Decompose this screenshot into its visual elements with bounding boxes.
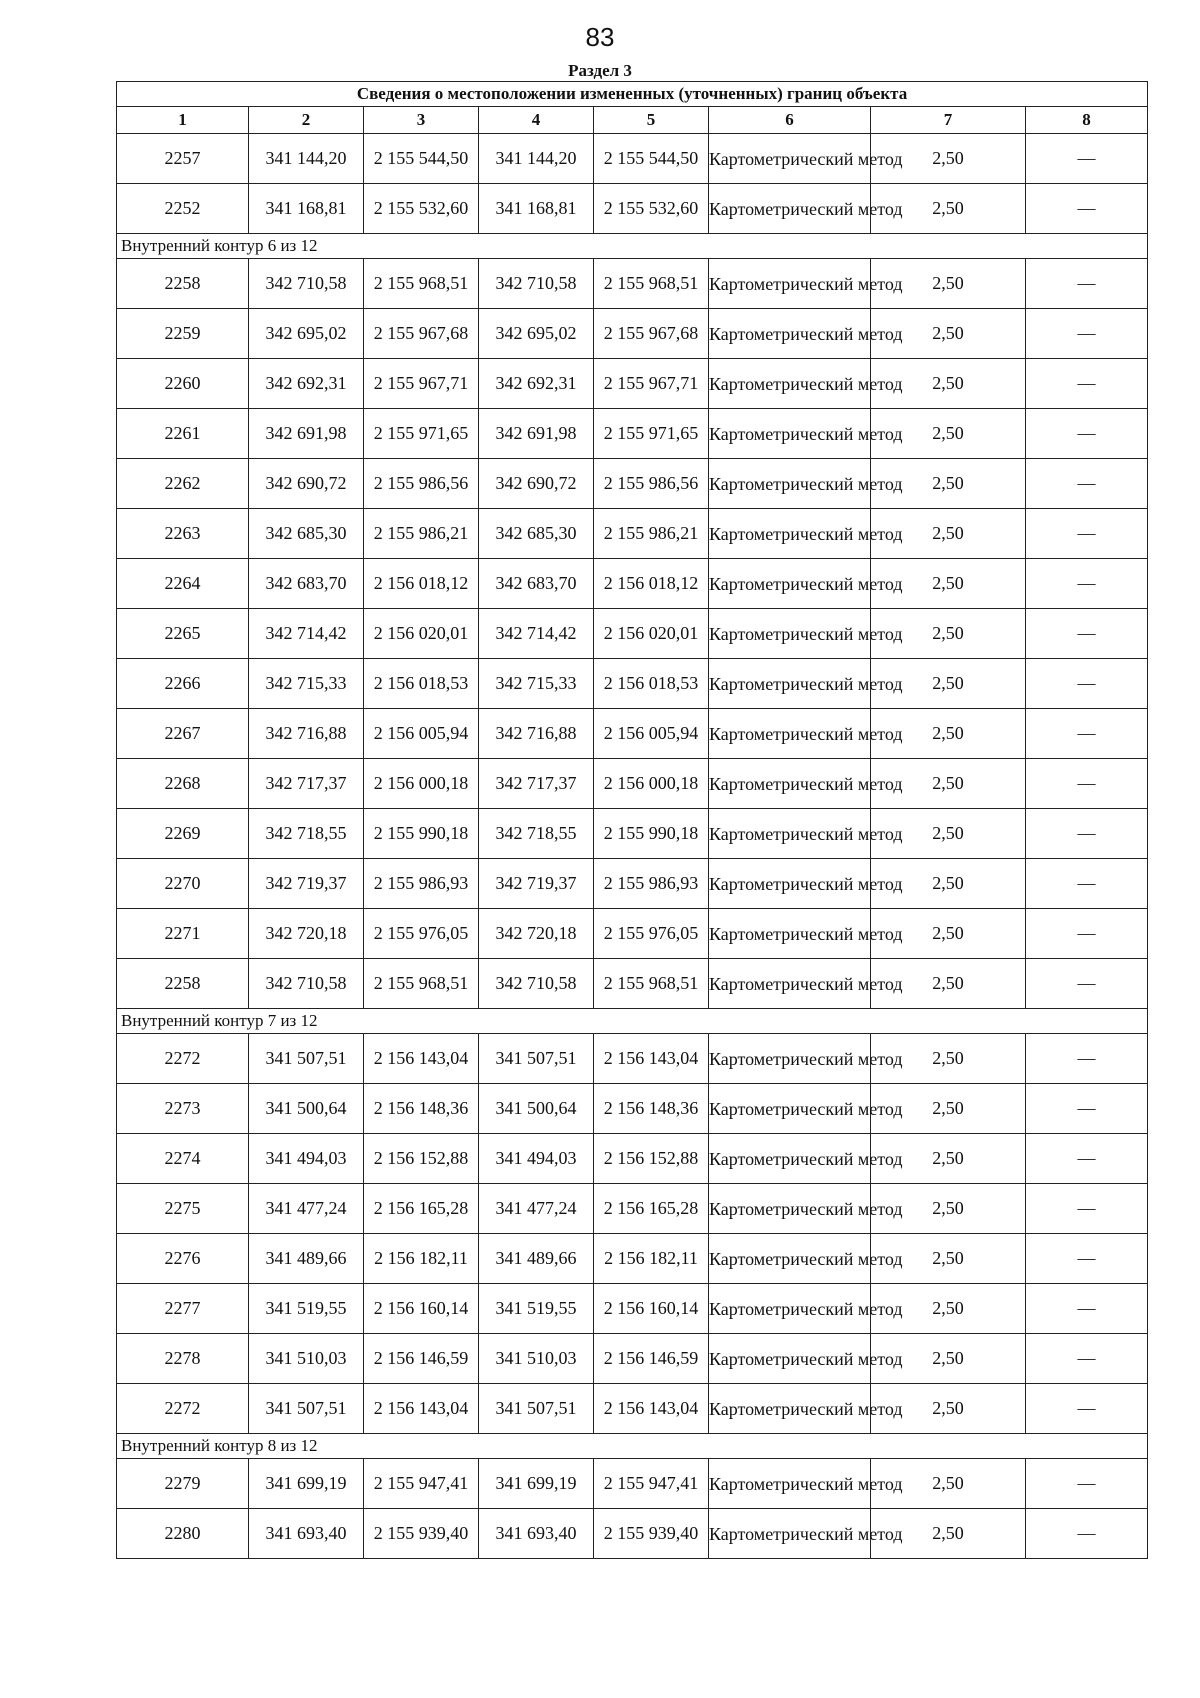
description-cell: — — [1026, 1384, 1148, 1434]
accuracy-cell: 2,50 — [871, 1509, 1026, 1559]
table-row — [117, 509, 1148, 559]
accuracy-cell: 2,50 — [871, 959, 1026, 1009]
point-number-cell: 2252 — [117, 184, 249, 234]
y-new-cell: 2 155 967,71 — [594, 359, 709, 409]
description-cell: — — [1026, 184, 1148, 234]
method-cell: Картометрический метод — [709, 1134, 871, 1184]
x-old-cell: 342 716,88 — [249, 709, 364, 759]
x-new-cell: 342 715,33 — [479, 659, 594, 709]
y-old-cell: 2 155 968,51 — [364, 259, 479, 309]
table-row — [117, 559, 1148, 609]
x-new-cell: 341 168,81 — [479, 184, 594, 234]
x-old-cell: 341 477,24 — [249, 1184, 364, 1234]
table-row — [117, 1284, 1148, 1334]
table-row — [117, 1384, 1148, 1434]
accuracy-cell: 2,50 — [871, 1384, 1026, 1434]
x-old-cell: 341 510,03 — [249, 1334, 364, 1384]
description-cell: — — [1026, 559, 1148, 609]
table-row — [117, 609, 1148, 659]
y-new-cell: 2 155 986,56 — [594, 459, 709, 509]
contour-label: Внутренний контур 8 из 12 — [117, 1434, 1148, 1459]
y-old-cell: 2 155 990,18 — [364, 809, 479, 859]
y-old-cell: 2 155 976,05 — [364, 909, 479, 959]
x-new-cell: 342 717,37 — [479, 759, 594, 809]
column-number: 4 — [479, 107, 594, 134]
y-new-cell: 2 155 976,05 — [594, 909, 709, 959]
y-old-cell: 2 155 967,68 — [364, 309, 479, 359]
method-cell: Картометрический метод — [709, 1034, 871, 1084]
y-old-cell: 2 156 018,12 — [364, 559, 479, 609]
y-new-cell: 2 155 968,51 — [594, 259, 709, 309]
point-number-cell: 2257 — [117, 134, 249, 184]
table-row — [117, 359, 1148, 409]
y-new-cell: 2 155 990,18 — [594, 809, 709, 859]
contour-header-row — [117, 234, 1148, 259]
method-cell: Картометрический метод — [709, 1284, 871, 1334]
table-row — [117, 1459, 1148, 1509]
y-new-cell: 2 156 000,18 — [594, 759, 709, 809]
description-cell: — — [1026, 609, 1148, 659]
description-cell: — — [1026, 1084, 1148, 1134]
x-old-cell: 341 693,40 — [249, 1509, 364, 1559]
table-row — [117, 1184, 1148, 1234]
x-new-cell: 341 693,40 — [479, 1509, 594, 1559]
x-new-cell: 341 500,64 — [479, 1084, 594, 1134]
table-row — [117, 859, 1148, 909]
y-old-cell: 2 155 971,65 — [364, 409, 479, 459]
y-new-cell: 2 156 143,04 — [594, 1034, 709, 1084]
x-old-cell: 342 719,37 — [249, 859, 364, 909]
method-cell: Картометрический метод — [709, 1334, 871, 1384]
y-old-cell: 2 155 986,56 — [364, 459, 479, 509]
y-new-cell: 2 155 968,51 — [594, 959, 709, 1009]
method-cell: Картометрический метод — [709, 309, 871, 359]
y-old-cell: 2 156 165,28 — [364, 1184, 479, 1234]
x-new-cell: 342 690,72 — [479, 459, 594, 509]
method-cell: Картометрический метод — [709, 659, 871, 709]
description-cell: — — [1026, 1184, 1148, 1234]
column-number: 3 — [364, 107, 479, 134]
method-cell: Картометрический метод — [709, 509, 871, 559]
method-cell: Картометрический метод — [709, 1459, 871, 1509]
y-new-cell: 2 155 986,93 — [594, 859, 709, 909]
y-new-cell: 2 156 020,01 — [594, 609, 709, 659]
x-new-cell: 342 716,88 — [479, 709, 594, 759]
accuracy-cell: 2,50 — [871, 1284, 1026, 1334]
table-row — [117, 959, 1148, 1009]
method-cell: Картометрический метод — [709, 1234, 871, 1284]
accuracy-cell: 2,50 — [871, 809, 1026, 859]
point-number-cell: 2262 — [117, 459, 249, 509]
y-old-cell: 2 156 143,04 — [364, 1384, 479, 1434]
y-old-cell: 2 155 947,41 — [364, 1459, 479, 1509]
column-number: 6 — [709, 107, 871, 134]
description-cell: — — [1026, 1134, 1148, 1184]
x-old-cell: 341 500,64 — [249, 1084, 364, 1134]
table-row — [117, 1334, 1148, 1384]
description-cell: — — [1026, 909, 1148, 959]
x-new-cell: 342 714,42 — [479, 609, 594, 659]
point-number-cell: 2271 — [117, 909, 249, 959]
x-new-cell: 342 695,02 — [479, 309, 594, 359]
x-new-cell: 341 144,20 — [479, 134, 594, 184]
x-new-cell: 341 477,24 — [479, 1184, 594, 1234]
description-cell: — — [1026, 859, 1148, 909]
description-cell: — — [1026, 659, 1148, 709]
table-title: Сведения о местоположении измененных (уточненных) границ объекта — [117, 82, 1148, 107]
y-new-cell: 2 156 018,12 — [594, 559, 709, 609]
point-number-cell: 2278 — [117, 1334, 249, 1384]
point-number-cell: 2258 — [117, 959, 249, 1009]
x-old-cell: 342 695,02 — [249, 309, 364, 359]
y-old-cell: 2 156 020,01 — [364, 609, 479, 659]
y-new-cell: 2 156 160,14 — [594, 1284, 709, 1334]
method-cell: Картометрический метод — [709, 859, 871, 909]
x-old-cell: 342 717,37 — [249, 759, 364, 809]
method-cell: Картометрический метод — [709, 1084, 871, 1134]
section-title: Раздел 3 — [568, 61, 632, 80]
table-row — [117, 809, 1148, 859]
description-cell: — — [1026, 959, 1148, 1009]
y-new-cell: 2 155 532,60 — [594, 184, 709, 234]
y-new-cell: 2 156 018,53 — [594, 659, 709, 709]
table-row — [117, 659, 1148, 709]
table-row — [117, 134, 1148, 184]
point-number-cell: 2276 — [117, 1234, 249, 1284]
x-new-cell: 341 699,19 — [479, 1459, 594, 1509]
x-new-cell: 341 510,03 — [479, 1334, 594, 1384]
column-number: 1 — [117, 107, 249, 134]
point-number-cell: 2277 — [117, 1284, 249, 1334]
description-cell: — — [1026, 134, 1148, 184]
y-new-cell: 2 156 165,28 — [594, 1184, 709, 1234]
description-cell: — — [1026, 459, 1148, 509]
x-new-cell: 341 507,51 — [479, 1384, 594, 1434]
accuracy-cell: 2,50 — [871, 709, 1026, 759]
x-new-cell: 341 507,51 — [479, 1034, 594, 1084]
accuracy-cell: 2,50 — [871, 134, 1026, 184]
point-number-cell: 2266 — [117, 659, 249, 709]
point-number-cell: 2267 — [117, 709, 249, 759]
table-row — [117, 1509, 1148, 1559]
y-new-cell: 2 156 152,88 — [594, 1134, 709, 1184]
x-old-cell: 341 519,55 — [249, 1284, 364, 1334]
description-cell: — — [1026, 809, 1148, 859]
point-number-cell: 2264 — [117, 559, 249, 609]
y-old-cell: 2 156 005,94 — [364, 709, 479, 759]
method-cell: Картометрический метод — [709, 259, 871, 309]
y-new-cell: 2 155 947,41 — [594, 1459, 709, 1509]
x-old-cell: 342 685,30 — [249, 509, 364, 559]
description-cell: — — [1026, 1509, 1148, 1559]
contour-label: Внутренний контур 7 из 12 — [117, 1009, 1148, 1034]
point-number-cell: 2258 — [117, 259, 249, 309]
table-row — [117, 459, 1148, 509]
point-number-cell: 2268 — [117, 759, 249, 809]
method-cell: Картометрический метод — [709, 359, 871, 409]
table-title-row — [117, 82, 1148, 107]
x-old-cell: 341 489,66 — [249, 1234, 364, 1284]
method-cell: Картометрический метод — [709, 609, 871, 659]
accuracy-cell: 2,50 — [871, 1034, 1026, 1084]
description-cell: — — [1026, 709, 1148, 759]
y-new-cell: 2 156 182,11 — [594, 1234, 709, 1284]
table-row — [117, 1134, 1148, 1184]
y-old-cell: 2 155 968,51 — [364, 959, 479, 1009]
method-cell: Картометрический метод — [709, 959, 871, 1009]
description-cell: — — [1026, 1034, 1148, 1084]
y-new-cell: 2 155 971,65 — [594, 409, 709, 459]
boundary-coordinates-table — [116, 81, 1148, 1559]
table-row — [117, 1084, 1148, 1134]
accuracy-cell: 2,50 — [871, 409, 1026, 459]
point-number-cell: 2272 — [117, 1384, 249, 1434]
accuracy-cell: 2,50 — [871, 259, 1026, 309]
y-new-cell: 2 155 544,50 — [594, 134, 709, 184]
accuracy-cell: 2,50 — [871, 359, 1026, 409]
x-old-cell: 341 507,51 — [249, 1034, 364, 1084]
y-new-cell: 2 155 986,21 — [594, 509, 709, 559]
point-number-cell: 2272 — [117, 1034, 249, 1084]
x-new-cell: 342 683,70 — [479, 559, 594, 609]
column-number: 8 — [1026, 107, 1148, 134]
x-old-cell: 342 710,58 — [249, 259, 364, 309]
y-old-cell: 2 156 148,36 — [364, 1084, 479, 1134]
method-cell: Картометрический метод — [709, 1384, 871, 1434]
description-cell: — — [1026, 1284, 1148, 1334]
y-new-cell: 2 156 143,04 — [594, 1384, 709, 1434]
x-new-cell: 342 719,37 — [479, 859, 594, 909]
y-old-cell: 2 155 967,71 — [364, 359, 479, 409]
x-old-cell: 342 683,70 — [249, 559, 364, 609]
accuracy-cell: 2,50 — [871, 1234, 1026, 1284]
description-cell: — — [1026, 509, 1148, 559]
y-old-cell: 2 155 939,40 — [364, 1509, 479, 1559]
method-cell: Картометрический метод — [709, 1184, 871, 1234]
method-cell: Картометрический метод — [709, 184, 871, 234]
x-old-cell: 341 144,20 — [249, 134, 364, 184]
method-cell: Картометрический метод — [709, 134, 871, 184]
column-number: 5 — [594, 107, 709, 134]
y-old-cell: 2 156 018,53 — [364, 659, 479, 709]
contour-header-row — [117, 1009, 1148, 1034]
point-number-cell: 2263 — [117, 509, 249, 559]
table-row — [117, 409, 1148, 459]
accuracy-cell: 2,50 — [871, 909, 1026, 959]
method-cell: Картометрический метод — [709, 759, 871, 809]
x-old-cell: 342 691,98 — [249, 409, 364, 459]
table-row — [117, 184, 1148, 234]
x-old-cell: 342 710,58 — [249, 959, 364, 1009]
y-old-cell: 2 155 986,21 — [364, 509, 479, 559]
point-number-cell: 2280 — [117, 1509, 249, 1559]
accuracy-cell: 2,50 — [871, 184, 1026, 234]
accuracy-cell: 2,50 — [871, 1184, 1026, 1234]
contour-label: Внутренний контур 6 из 12 — [117, 234, 1148, 259]
accuracy-cell: 2,50 — [871, 309, 1026, 359]
x-new-cell: 342 720,18 — [479, 909, 594, 959]
page-number: 83 — [585, 22, 615, 52]
accuracy-cell: 2,50 — [871, 759, 1026, 809]
x-old-cell: 342 720,18 — [249, 909, 364, 959]
description-cell: — — [1026, 1459, 1148, 1509]
accuracy-cell: 2,50 — [871, 1084, 1026, 1134]
x-old-cell: 342 718,55 — [249, 809, 364, 859]
y-old-cell: 2 156 146,59 — [364, 1334, 479, 1384]
x-new-cell: 341 494,03 — [479, 1134, 594, 1184]
accuracy-cell: 2,50 — [871, 1334, 1026, 1384]
x-new-cell: 342 710,58 — [479, 959, 594, 1009]
table-body — [117, 134, 1148, 1559]
description-cell: — — [1026, 1234, 1148, 1284]
accuracy-cell: 2,50 — [871, 609, 1026, 659]
table-row — [117, 1034, 1148, 1084]
y-old-cell: 2 156 000,18 — [364, 759, 479, 809]
x-new-cell: 342 710,58 — [479, 259, 594, 309]
y-new-cell: 2 156 005,94 — [594, 709, 709, 759]
table-row — [117, 709, 1148, 759]
x-new-cell: 341 489,66 — [479, 1234, 594, 1284]
accuracy-cell: 2,50 — [871, 1134, 1026, 1184]
table-row — [117, 1234, 1148, 1284]
description-cell: — — [1026, 309, 1148, 359]
accuracy-cell: 2,50 — [871, 559, 1026, 609]
accuracy-cell: 2,50 — [871, 459, 1026, 509]
point-number-cell: 2275 — [117, 1184, 249, 1234]
x-old-cell: 342 714,42 — [249, 609, 364, 659]
y-old-cell: 2 155 544,50 — [364, 134, 479, 184]
table-row — [117, 759, 1148, 809]
x-new-cell: 342 685,30 — [479, 509, 594, 559]
method-cell: Картометрический метод — [709, 459, 871, 509]
x-old-cell: 341 507,51 — [249, 1384, 364, 1434]
x-old-cell: 342 692,31 — [249, 359, 364, 409]
description-cell: — — [1026, 359, 1148, 409]
point-number-cell: 2260 — [117, 359, 249, 409]
table-row — [117, 259, 1148, 309]
accuracy-cell: 2,50 — [871, 509, 1026, 559]
y-new-cell: 2 156 146,59 — [594, 1334, 709, 1384]
column-number: 7 — [871, 107, 1026, 134]
x-old-cell: 341 699,19 — [249, 1459, 364, 1509]
method-cell: Картометрический метод — [709, 709, 871, 759]
y-new-cell: 2 156 148,36 — [594, 1084, 709, 1134]
y-old-cell: 2 155 986,93 — [364, 859, 479, 909]
y-old-cell: 2 156 152,88 — [364, 1134, 479, 1184]
x-old-cell: 342 690,72 — [249, 459, 364, 509]
method-cell: Картометрический метод — [709, 409, 871, 459]
x-old-cell: 341 494,03 — [249, 1134, 364, 1184]
method-cell: Картометрический метод — [709, 559, 871, 609]
table-row — [117, 909, 1148, 959]
x-old-cell: 342 715,33 — [249, 659, 364, 709]
x-new-cell: 342 718,55 — [479, 809, 594, 859]
point-number-cell: 2265 — [117, 609, 249, 659]
x-new-cell: 342 692,31 — [479, 359, 594, 409]
point-number-cell: 2274 — [117, 1134, 249, 1184]
column-number-row — [117, 107, 1148, 134]
y-old-cell: 2 155 532,60 — [364, 184, 479, 234]
point-number-cell: 2261 — [117, 409, 249, 459]
description-cell: — — [1026, 1334, 1148, 1384]
point-number-cell: 2270 — [117, 859, 249, 909]
description-cell: — — [1026, 259, 1148, 309]
accuracy-cell: 2,50 — [871, 659, 1026, 709]
y-old-cell: 2 156 182,11 — [364, 1234, 479, 1284]
point-number-cell: 2273 — [117, 1084, 249, 1134]
method-cell: Картометрический метод — [709, 809, 871, 859]
y-new-cell: 2 155 967,68 — [594, 309, 709, 359]
table-row — [117, 309, 1148, 359]
method-cell: Картометрический метод — [709, 1509, 871, 1559]
y-old-cell: 2 156 143,04 — [364, 1034, 479, 1084]
accuracy-cell: 2,50 — [871, 859, 1026, 909]
method-cell: Картометрический метод — [709, 909, 871, 959]
column-number: 2 — [249, 107, 364, 134]
point-number-cell: 2269 — [117, 809, 249, 859]
y-old-cell: 2 156 160,14 — [364, 1284, 479, 1334]
x-old-cell: 341 168,81 — [249, 184, 364, 234]
y-new-cell: 2 155 939,40 — [594, 1509, 709, 1559]
contour-header-row — [117, 1434, 1148, 1459]
point-number-cell: 2259 — [117, 309, 249, 359]
description-cell: — — [1026, 759, 1148, 809]
description-cell: — — [1026, 409, 1148, 459]
x-new-cell: 341 519,55 — [479, 1284, 594, 1334]
accuracy-cell: 2,50 — [871, 1459, 1026, 1509]
x-new-cell: 342 691,98 — [479, 409, 594, 459]
point-number-cell: 2279 — [117, 1459, 249, 1509]
